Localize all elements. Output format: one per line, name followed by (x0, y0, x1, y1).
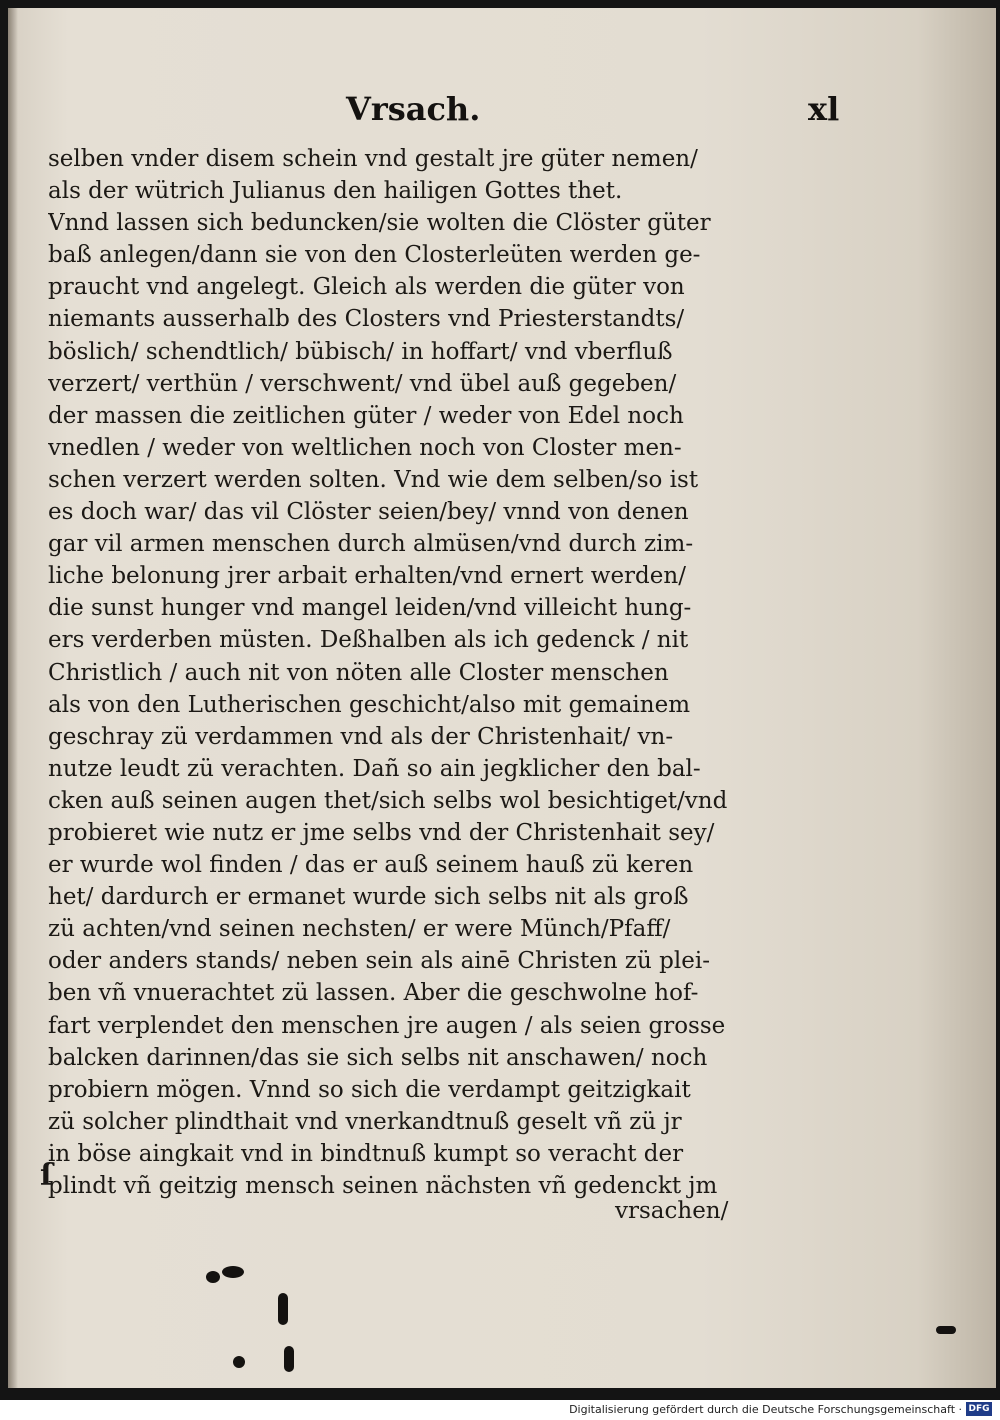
text-line: schen verzert werden solten. Vnd wie dem selben/so ist (48, 466, 699, 493)
text-block (48, 143, 748, 1202)
running-head: Vrsach. (346, 90, 481, 128)
text-line: ers verderben müsten. Deßhalben als ich gedenck / nit (48, 627, 689, 654)
text-line: als der wütrich Julianus den hailigen Gottes thet. (48, 178, 623, 205)
text-line: cken auß seinen augen thet/sich selbs wol besichtiget/vnd (48, 787, 728, 814)
text-line: es doch war/ das vil Clöster seien/bey/ vnnd von denen (48, 499, 689, 526)
text-line: probieret wie nutz er jme selbs vnd der Christenhait sey/ (48, 819, 715, 846)
text-line: gar vil armen menschen durch almüsen/vnd durch zim- (48, 531, 694, 558)
text-line: praucht vnd angelegt. Gleich als werden die güter von (48, 274, 685, 301)
footer-bar (0, 1400, 1000, 1420)
ink-blot (222, 1266, 244, 1278)
text-line: Christlich / auch nit von nöten alle Closter menschen (48, 659, 669, 686)
text-line: zü solcher plindthait vnd vnerkandtnuß geselt vñ zü jr (48, 1108, 682, 1135)
text-line: als von den Lutherischen geschicht/also mit gemainem (48, 691, 691, 718)
text-line: in böse aingkait vnd in bindtnuß kumpt so veracht der (48, 1140, 684, 1167)
folio-number: xl (808, 90, 840, 128)
text-line: vnedlen / weder von weltlichen noch von Closter men- (48, 434, 682, 461)
text-line: fart verplendet den menschen jre augen / als seien grosse (48, 1012, 726, 1039)
page-header (8, 90, 996, 136)
ink-blot (284, 1346, 294, 1372)
text-line: balcken darinnen/das sie sich selbs nit anschawen/ noch (48, 1044, 708, 1071)
dfg-logo: DFG (966, 1402, 992, 1416)
text-line: die sunst hunger vnd mangel leiden/vnd villeicht hung- (48, 595, 692, 622)
ink-blot (206, 1271, 220, 1283)
text-line: böslich/ schendtlich/ bübisch/ in hoffart/ vnd vberfluß (48, 338, 673, 365)
text-line: Vnnd lassen sich beduncken/sie wolten die Clöster güter (48, 210, 711, 237)
text-line: geschray zü verdammen vnd als der Christenhait/ vn- (48, 723, 674, 750)
text-line: verzert/ verthün / verschwent/ vnd übel auß gegeben/ (48, 370, 677, 397)
text-line: het/ dardurch er ermanet wurde sich selbs nit als groß (48, 884, 689, 911)
text-line: ben vñ vnuerachtet zü lassen. Aber die geschwolne hof- (48, 980, 699, 1007)
text-line: nutze leudt zü verachten. Dañ so ain jegklicher den bal- (48, 755, 701, 782)
text-line: oder anders stands/ neben sein als ainē Christen zü plei- (48, 948, 710, 975)
margin-mark: ſ (40, 1158, 53, 1193)
text-line: baß anlegen/dann sie von den Closterleüten werden ge- (48, 242, 701, 269)
text-line: niemants ausserhalb des Closters vnd Priesterstandts/ (48, 306, 685, 333)
text-line: plindt vñ geitzig mensch seinen nächsten vñ gedenckt jm (48, 1173, 718, 1199)
text-line: liche belonung jrer arbait erhalten/vnd ernert werden/ (48, 563, 686, 590)
catchword: vrsachen/ (615, 1198, 729, 1224)
funding-credit: Digitalisierung gefördert durch die Deutsche Forschungsgemeinschaft · (569, 1403, 962, 1416)
text-line: probiern mögen. Vnnd so sich die verdampt geitzigkait (48, 1076, 691, 1103)
book-page (8, 8, 996, 1388)
ink-blot (233, 1356, 245, 1368)
spine-shadow (8, 8, 18, 1388)
text-line: der massen die zeitlichen güter / weder von Edel noch (48, 402, 684, 429)
ink-blot (278, 1293, 288, 1325)
text-line: er wurde wol finden / das er auß seinem hauß zü keren (48, 852, 694, 879)
text-line: zü achten/vnd seinen nechsten/ er were Münch/Pfaff/ (48, 916, 671, 943)
ink-blot (936, 1326, 956, 1334)
text-line: selben vnder disem schein vnd gestalt jre güter nemen/ (48, 146, 698, 172)
